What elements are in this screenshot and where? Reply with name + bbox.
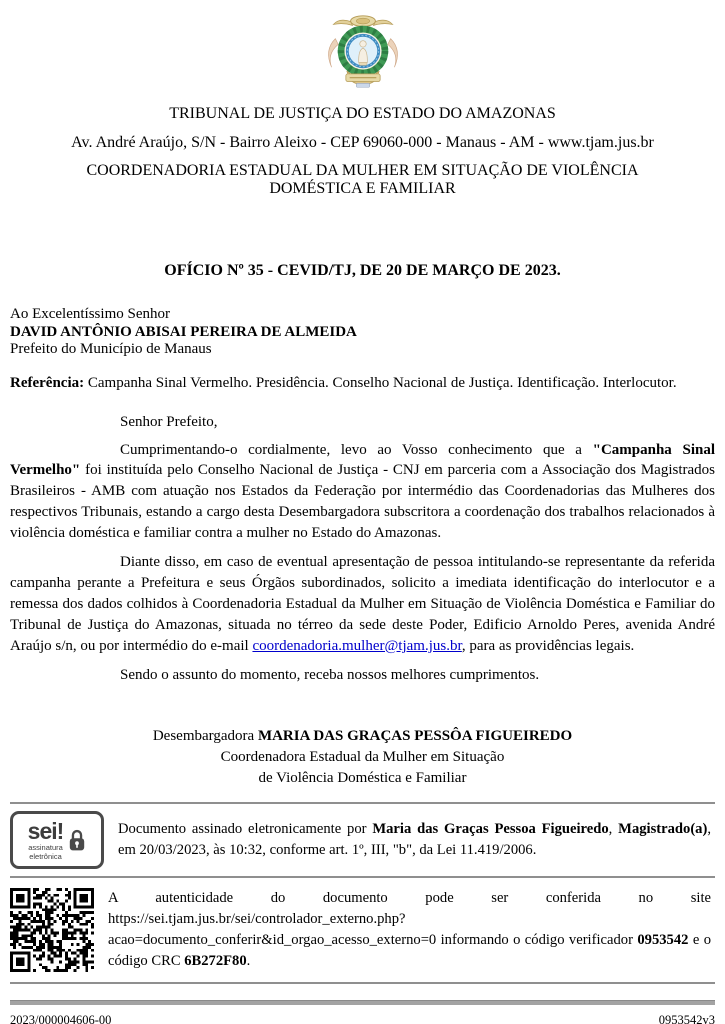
document-version: 0953542v3 [658,1013,715,1024]
letterhead [10,0,715,198]
statement-text: e o código CRC [108,932,711,970]
footer-divider [10,1000,715,1005]
sei-logo [10,811,104,869]
reference-label: Referência: [10,374,85,391]
verification-statement [108,888,711,972]
document-title: OFÍCIO Nº 35 - CEVID/TJ, DE 20 DE MARÇO DE 2023. [164,262,561,279]
addressee-name: DAVID ANTÔNIO ABISAI PEREIRA DE ALMEIDA [10,323,357,340]
statement-text: , em 20/03/2023, às 10:32, conforme art. 1º, III, "b", da Lei 11.419/2006. [118,821,711,859]
body-paragraph-1 [10,440,715,544]
signature-statement [118,819,711,861]
signer-line [10,726,715,747]
paragraph-text: foi instituída pelo Conselho Nacional de Justiça - CNJ em parceria com a Associação dos Magistrados Brasileiros - AMB com atuação nos Estados da Federação por intermédio das Coordenadorias das Mulheres dos respectivos Tribunais, estando a cargo desta Desembargadora subscritora a coordenação dos trabalhos relacionados à violência doméstica e familiar contra a mulher no Estado do Amazonas. [10,462,715,541]
addressee-role: Prefeito do Município de Manaus [10,341,212,357]
signer-name: MARIA DAS GRAÇAS PESSÔA FIGUEIREDO [257,728,573,745]
org-name: TRIBUNAL DE JUSTIÇA DO ESTADO DO AMAZONAS [169,105,556,122]
statement-text: A autenticidade do documento pode ser conferida no site https://sei.tjam.jus.br/sei/controlador_externo.php?acao=documento_conferir&id_orgao_acesso_externo=0 informando o código verificador [108,890,711,949]
paragraph-text: , para as providências legais. [461,637,635,654]
signer-role-line1: Coordenadora Estadual da Mulher em Situação [220,749,505,766]
body-paragraph-2 [10,552,715,656]
signer-role-line2: de Violência Doméstica e Familiar [258,770,467,787]
padlock-icon [68,828,86,853]
statement-text: Documento assinado eletronicamente por [118,821,373,838]
sei-logo-word: sei! [27,817,64,844]
email-link[interactable]: coordenadoria.mulher@tjam.jus.br [252,637,462,654]
signer-title: Desembargadora [152,728,258,745]
greeting: Senhor Prefeito, [120,413,218,430]
qr-code [10,888,94,972]
org-department: COORDENADORIA ESTADUAL DA MULHER EM SITUAÇÃO DE VIOLÊNCIA DOMÉSTICA E FAMILIAR [86,162,639,197]
reference-line [10,374,715,393]
electronic-signature-table [10,802,715,984]
paragraph-text: Cumprimentando-o cordialmente, levo ao Vosso conhecimento que a [120,441,593,458]
reference-text: Campanha Sinal Vermelho. Presidência. Conselho Nacional de Justiça. Identificação. Interlocutor. [84,374,677,391]
addressee-salutation: Ao Excelentíssimo Senhor [10,306,170,322]
statement-text: , [608,821,619,838]
statement-signer-role: Magistrado(a) [618,821,708,838]
statement-signer-name: Maria das Graças Pessoa Figueiredo [372,821,609,838]
document-footer [10,1013,715,1024]
verification-row [10,878,715,984]
crc-code: 6B272F80 [184,953,247,970]
paragraph-text: Diante disso, em caso de eventual apresentação de pessoa intitulando-se representante da referida campanha perante a Prefeitura e seus Órgãos subordinados, solicito a imediata identificação do interlocutor e a remessa dos dados colhidos à Coordenadoria Estadual da Mulher em Situação de Violência Doméstica e Familiar do Tribunal de Justiça do Amazonas, situada no térreo da sede deste Poder, Edificio Arnoldo Peres, avenida André Araújo s/n, ou por intermédio do e-mail [10,554,715,654]
addressee-block [10,306,715,359]
sei-logo-sub2: eletrônica [29,852,62,862]
signature-block [10,726,715,789]
tjam-coat-of-arms-logo [310,12,416,92]
closing-paragraph: Sendo o assunto do momento, receba nossos melhores cumprimentos. [120,667,540,684]
sei-logo-sub1: assinatura [28,843,63,853]
statement-text: . [246,953,251,970]
sei-logo-text-group [27,817,64,862]
process-number: 2023/000004606-00 [10,1013,112,1024]
campaign-name-bold: "Campanha Sinal Vermelho" [10,441,715,479]
sei-signature-row [10,804,715,878]
org-address: Av. André Araújo, S/N - Bairro Aleixo - CEP 69060-000 - Manaus - AM - www.tjam.jus.br [71,134,654,151]
verifier-code: 0953542 [637,932,689,949]
